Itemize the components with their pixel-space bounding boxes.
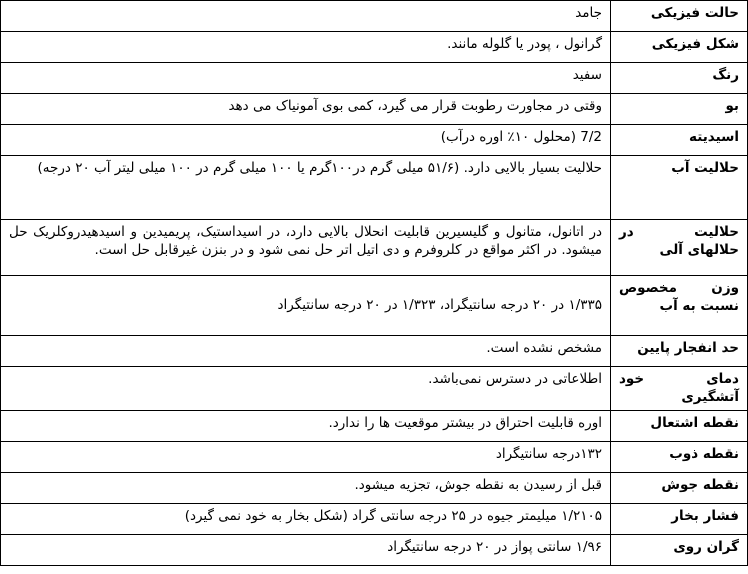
row-value: ۱/۹۶ سانتی پواز در ۲۰ درجه سانتیگراد: [1, 535, 611, 566]
row-value: ۱۳۲درجه سانتیگراد: [1, 442, 611, 473]
row-value: سفید: [1, 63, 611, 94]
row-label: وزن مخصوص نسبت به آب: [611, 276, 748, 336]
row-value: گرانول ، پودر یا گلوله مانند.: [1, 32, 611, 63]
table-row: [1, 1, 748, 32]
table-row: [1, 336, 748, 367]
row-label: حالت فیزیکی: [611, 1, 748, 32]
table-row: [1, 411, 748, 442]
table-row: [1, 473, 748, 504]
table-row: [1, 367, 748, 411]
row-label: شکل فیزیکی: [611, 32, 748, 63]
table-row: [1, 156, 748, 220]
row-label: گران روی: [611, 535, 748, 566]
row-label: حلالیت در حلالهای آلی: [611, 220, 748, 276]
row-value: ۱/۳۳۵ در ۲۰ درجه سانتیگراد، ۱/۳۲۳ در ۲۰ درجه سانتیگراد: [1, 276, 611, 336]
table-row: [1, 442, 748, 473]
row-value: در اتانول، متانول و گلیسیرین قابلیت انحلال بالایی دارد، در اسیداستیک، پریمیدین و اسیدهیدروکلریک حل میشود. در اکثر مواقع در کلروفرم و دی اتیل اتر حل نمی شود و در بنزن غیرقابل حل است.: [1, 220, 611, 276]
row-value: 7/2 (محلول ۱۰٪ اوره درآب): [1, 125, 611, 156]
table-row: [1, 32, 748, 63]
row-value: قبل از رسیدن به نقطه جوش، تجزیه میشود.: [1, 473, 611, 504]
table-row: [1, 535, 748, 566]
row-label: فشار بخار: [611, 504, 748, 535]
row-value: ۱/۲۱۰۵ میلیمتر جیوه در ۲۵ درجه سانتی گراد (شکل بخار به خود نمی گیرد): [1, 504, 611, 535]
row-label: نقطه جوش: [611, 473, 748, 504]
row-label: نقطه اشتعال: [611, 411, 748, 442]
row-label: اسیدیته: [611, 125, 748, 156]
table-row: [1, 63, 748, 94]
row-label: رنگ: [611, 63, 748, 94]
row-label: بو: [611, 94, 748, 125]
table-row: [1, 504, 748, 535]
row-label: دمای خود آتشگیری: [611, 367, 748, 411]
row-value: اوره قابلیت احتراق در بیشتر موقعیت ها را ندارد.: [1, 411, 611, 442]
table-row: [1, 125, 748, 156]
row-label: حد انفجار پایین: [611, 336, 748, 367]
table-row: [1, 220, 748, 276]
row-value: اطلاعاتی در دسترس نمی‌باشد.: [1, 367, 611, 411]
row-value: جامد: [1, 1, 611, 32]
row-label: حلالیت آب: [611, 156, 748, 220]
table-row: [1, 276, 748, 336]
row-value: مشخص نشده است.: [1, 336, 611, 367]
row-label: نقطه ذوب: [611, 442, 748, 473]
row-value: حلالیت بسیار بالایی دارد. (۵۱/۶ میلی گرم در۱۰۰گرم یا ۱۰۰ میلی گرم در ۱۰۰ میلی لیتر آب ۲۰ درجه): [1, 156, 611, 220]
row-value: وقتی در مجاورت رطوبت قرار می گیرد، کمی بوی آمونیاک می دهد: [1, 94, 611, 125]
table-row: [1, 94, 748, 125]
